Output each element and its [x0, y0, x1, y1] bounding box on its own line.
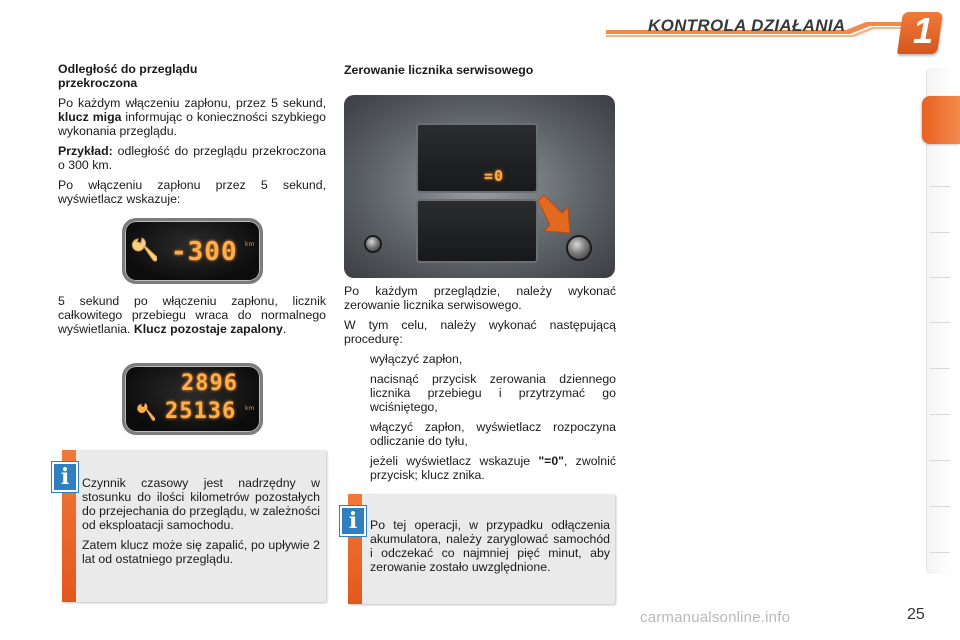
- watermark: carmanualsonline.info: [640, 609, 791, 626]
- photo-display-readout: =0: [484, 167, 505, 185]
- odometer-display-warning: [122, 218, 263, 284]
- list-item: wyłączyć zapłon,: [370, 352, 463, 366]
- total-mileage-readout: 25136: [165, 399, 237, 424]
- service-distance-readout: -300: [171, 237, 238, 267]
- trip-readout: 2896: [181, 371, 238, 396]
- wrench-icon: [137, 402, 155, 424]
- tab-divider: [930, 552, 950, 553]
- list-item: jeżeli wyświetlacz wskazuje "=0", zwolnić przycisk; klucz znika.: [370, 454, 616, 482]
- paragraph: 5 sekund po włączeniu zapłonu, licznik całkowitego przebiegu wraca do normalnego wyświetlania. Klucz pozostaje zapalony.: [58, 294, 326, 336]
- right-text: Po każdym przeglądzie, należy wykonać zerowanie licznika serwisowego. W tym celu, należy wykonać następującą procedurę: wyłączyć zapłon, nacisnąć przycisk zerowania dziennego licznika przebiegu i przytrzymać go wciśniętego, włączyć zapłon, wyświetlacz rozpoczyna odliczanie do tyłu, jeżeli wyświetlacz wskazuje "=0", zwolnić przycisk; klucz znika.: [344, 284, 616, 482]
- display-lower: [416, 199, 538, 263]
- tab-divider: [930, 277, 950, 278]
- tab-divider: [930, 506, 950, 507]
- tab-divider: [930, 368, 950, 369]
- section-heading-overdue: Odległość do przeglądu przekroczona: [58, 62, 198, 90]
- trip-reset-button[interactable]: [566, 235, 592, 261]
- info-text-left: Czynnik czasowy jest nadrzędny w stosunku do ilości kilometrów pozostałych do przejechania do przeglądu, w zależności od eksploatacji samochodu. Zatem klucz może się zapalić, po upływie 2 lat od ostatniego przeglądu.: [82, 476, 320, 566]
- info-icon: i: [340, 506, 366, 536]
- procedure-steps: [344, 352, 616, 482]
- paragraph: Po każdym włączeniu zapłonu, przez 5 sekund, klucz miga informując o konieczności szybkiego wykonania przeglądu.: [58, 96, 326, 138]
- tab-divider: [930, 414, 950, 415]
- info-text-right: Po tej operacji, w przypadku odłączenia akumulatora, należy zaryglować samochód i odczekać co najmniej pięć minut, aby zerowanie zostało uwzględnione.: [370, 518, 610, 574]
- chapter-number: 1: [912, 10, 934, 51]
- left-text-after-display: [58, 294, 326, 342]
- display-upper: [416, 123, 538, 193]
- tab-divider: [930, 186, 950, 187]
- left-column: [58, 62, 326, 212]
- tab-divider: [930, 460, 950, 461]
- unit-label: km: [245, 405, 255, 412]
- left-knob: [364, 235, 382, 253]
- arrow-pointer-icon: [536, 195, 574, 235]
- instrument-cluster-photo: [344, 95, 615, 278]
- left-text: [58, 96, 326, 206]
- page-number: 25: [907, 606, 925, 623]
- page-title: KONTROLA DZIAŁANIA: [648, 16, 846, 35]
- wrench-icon: [131, 235, 157, 267]
- unit-label: km: [245, 241, 255, 248]
- paragraph: Po włączeniu zapłonu przez 5 sekund, wyświetlacz wskazuje:: [58, 178, 326, 206]
- section-heading-reset: Zerowanie licznika serwisowego: [344, 63, 534, 77]
- chapter-tab-active[interactable]: [922, 96, 960, 144]
- list-item: nacisnąć przycisk zerowania dziennego licznika przebiegu i przytrzymać go wciśniętego,: [370, 372, 616, 414]
- tab-divider: [930, 232, 950, 233]
- list-item: włączyć zapłon, wyświetlacz rozpoczyna odliczanie do tyłu,: [370, 420, 616, 448]
- odometer-display-normal: [122, 363, 263, 435]
- tab-divider: [930, 322, 950, 323]
- paragraph: Przykład: odległość do przeglądu przekroczona o 300 km.: [58, 144, 326, 172]
- info-icon: i: [52, 462, 78, 492]
